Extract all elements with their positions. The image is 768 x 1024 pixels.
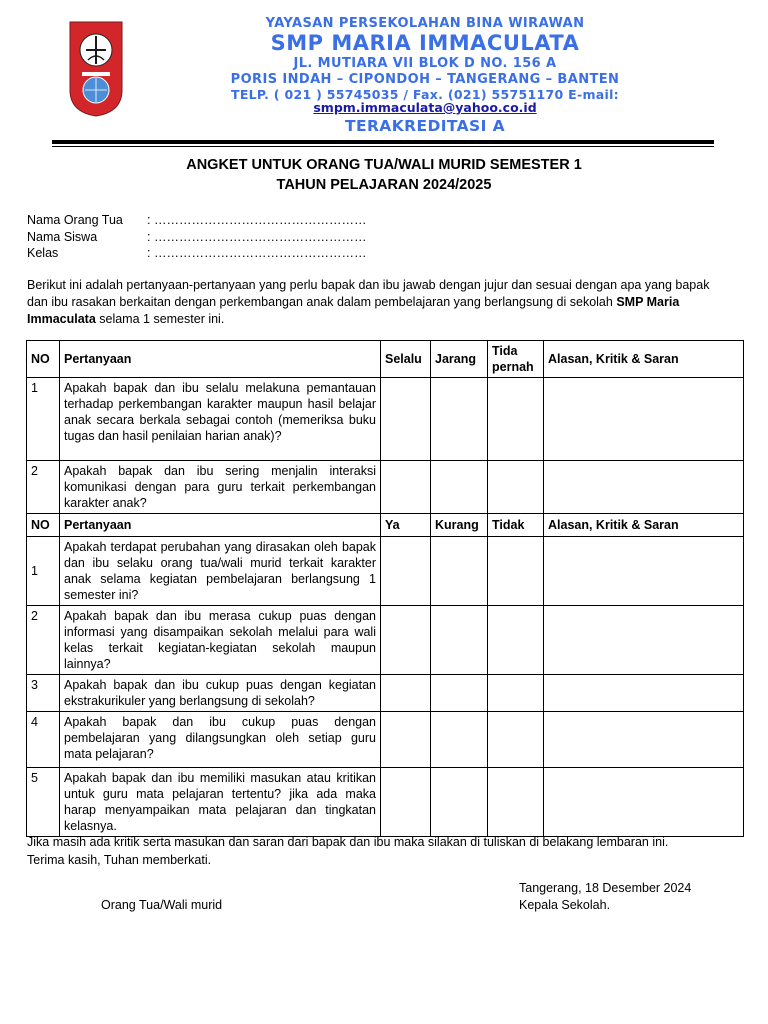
question-text: Apakah bapak dan ibu memiliki masukan atau kritikan untuk guru mata pelajaran tertentu? jika ada maka harap menyampaikan mata pelajaran dan tingkatan kelasnya. — [60, 768, 381, 837]
col-no-header: NO — [27, 341, 60, 378]
field-blank[interactable]: : …………………………………………… — [147, 230, 367, 244]
answer-cell[interactable] — [381, 537, 431, 606]
col-question-header: Pertanyaan — [60, 514, 381, 537]
answer-cell[interactable] — [381, 606, 431, 675]
closing-paragraph — [27, 834, 727, 869]
row-number: 4 — [27, 712, 60, 768]
notes-cell[interactable] — [544, 537, 744, 606]
question-text: Apakah bapak dan ibu cukup puas dengan pembelajaran yang dilangsungkan oleh setiap guru mata pelajaran? — [60, 712, 381, 768]
question-text: Apakah terdapat perubahan yang dirasakan oleh bapak dan ibu selaku orang tua/wali murid terkait karakter anak selama kegiatan pembelajaran berlangsung 1 semester ini? — [60, 537, 381, 606]
field-label: Nama Siswa — [27, 230, 98, 244]
answer-cell[interactable] — [488, 768, 544, 837]
table-row — [27, 712, 744, 768]
field-student-name — [27, 230, 366, 244]
table-row — [27, 461, 744, 514]
col-never-header: Tida pernah — [488, 341, 544, 378]
col-no-answer-header: Tidak — [488, 514, 544, 537]
col-rarely-header: Jarang — [431, 341, 488, 378]
answer-cell[interactable] — [488, 675, 544, 712]
col-always-header: Selalu — [381, 341, 431, 378]
field-parent-name — [27, 213, 366, 227]
answer-cell[interactable] — [488, 606, 544, 675]
field-label: Nama Orang Tua — [27, 213, 123, 227]
table-header-row — [27, 514, 744, 537]
row-number: 1 — [27, 537, 60, 606]
row-number: 1 — [27, 378, 60, 461]
answer-cell[interactable] — [381, 712, 431, 768]
answer-cell[interactable] — [381, 768, 431, 837]
questionnaire-table — [26, 340, 744, 837]
row-number: 5 — [27, 768, 60, 837]
col-question-header: Pertanyaan — [60, 341, 381, 378]
notes-cell[interactable] — [544, 768, 744, 837]
school-phone: TELP. ( 021 ) 55745035 / Fax. (021) 55751170 E-mail: — [231, 87, 619, 102]
notes-cell[interactable] — [544, 461, 744, 514]
answer-cell[interactable] — [431, 378, 488, 461]
table-row — [27, 675, 744, 712]
field-blank[interactable]: : …………………………………………… — [147, 213, 367, 227]
intro-text: Berikut ini adalah pertanyaan-pertanyaan yang perlu bapak dan ibu jawab dengan jujur dan sesuai dengan apa yang bapak dan ibu rasakan berkaitan dengan perkembangan anak dalam pembelajaran yang berlangsung di sekolah — [27, 278, 710, 309]
signature-parent: Orang Tua/Wali murid — [101, 898, 223, 912]
table-header-row — [27, 341, 744, 378]
table-row — [27, 378, 744, 461]
header-rule-thin — [52, 146, 714, 147]
answer-cell[interactable] — [431, 768, 488, 837]
col-no-header: NO — [27, 514, 60, 537]
form-title: ANGKET UNTUK ORANG TUA/WALI MURID SEMESTER 1 — [186, 157, 582, 173]
col-notes-header: Alasan, Kritik & Saran — [544, 341, 744, 378]
school-logo — [68, 20, 124, 118]
notes-cell[interactable] — [544, 606, 744, 675]
question-text: Apakah bapak dan ibu selalu melakuna pemantauan terhadap perkembangan karakter maupun hasil belajar anak secara berkala sebagai contoh (memeriksa buku tugas dan hasil penilaian harian anak)? — [60, 378, 381, 461]
col-yes-header: Ya — [381, 514, 431, 537]
foundation-name: YAYASAN PERSEKOLAHAN BINA WIRAWAN — [265, 16, 585, 31]
closing-line: Jika masih ada kritik serta masukan dan saran dari bapak dan ibu maka silakan di tuliskan di belakang lembaran ini. — [27, 835, 669, 849]
row-number: 3 — [27, 675, 60, 712]
col-notes-header: Alasan, Kritik & Saran — [544, 514, 744, 537]
signature-principal: Kepala Sekolah. — [519, 898, 611, 912]
answer-cell[interactable] — [431, 537, 488, 606]
notes-cell[interactable] — [544, 712, 744, 768]
answer-cell[interactable] — [431, 675, 488, 712]
answer-cell[interactable] — [488, 712, 544, 768]
school-email[interactable]: smpm.immaculata@yahoo.co.id — [313, 100, 537, 115]
signature-date: Tangerang, 18 Desember 2024 — [519, 881, 692, 895]
row-number: 2 — [27, 461, 60, 514]
answer-cell[interactable] — [381, 675, 431, 712]
answer-cell[interactable] — [381, 378, 431, 461]
field-blank[interactable]: : …………………………………………… — [147, 246, 367, 260]
table-row — [27, 537, 744, 606]
answer-cell[interactable] — [488, 378, 544, 461]
question-text: Apakah bapak dan ibu sering menjalin interaksi komunikasi dengan para guru terkait perkembangan karakter anak? — [60, 461, 381, 514]
notes-cell[interactable] — [544, 378, 744, 461]
question-text: Apakah bapak dan ibu cukup puas dengan kegiatan ekstrakurikuler yang berlangsung di sekolah? — [60, 675, 381, 712]
intro-school-name: SMP Maria Immaculata — [27, 295, 680, 326]
form-subtitle: TAHUN PELAJARAN 2024/2025 — [276, 177, 492, 193]
intro-text-end: selama 1 semester ini. — [95, 312, 225, 326]
accreditation: TERAKREDITASI A — [345, 117, 505, 135]
col-less-header: Kurang — [431, 514, 488, 537]
school-name: SMP MARIA IMMACULATA — [270, 31, 580, 55]
closing-thanks: Terima kasih, Tuhan memberkati. — [27, 852, 212, 867]
school-city: PORIS INDAH – CIPONDOH – TANGERANG – BANTEN — [230, 72, 620, 87]
school-address: JL. MUTIARA VII BLOK D NO. 156 A — [293, 56, 557, 71]
answer-cell[interactable] — [488, 537, 544, 606]
notes-cell[interactable] — [544, 675, 744, 712]
answer-cell[interactable] — [381, 461, 431, 514]
answer-cell[interactable] — [431, 606, 488, 675]
row-number: 2 — [27, 606, 60, 675]
table-row — [27, 768, 744, 837]
table-row — [27, 606, 744, 675]
answer-cell[interactable] — [431, 461, 488, 514]
question-text: Apakah bapak dan ibu merasa cukup puas dengan informasi yang disampaikan sekolah melalui para wali kelas terkait kegiatan-kegiatan sekolah maupun lainnya? — [60, 606, 381, 675]
answer-cell[interactable] — [488, 461, 544, 514]
field-class — [27, 246, 366, 260]
field-label: Kelas — [27, 246, 59, 260]
header-rule-thick — [52, 140, 714, 144]
answer-cell[interactable] — [431, 712, 488, 768]
intro-paragraph — [27, 277, 717, 328]
